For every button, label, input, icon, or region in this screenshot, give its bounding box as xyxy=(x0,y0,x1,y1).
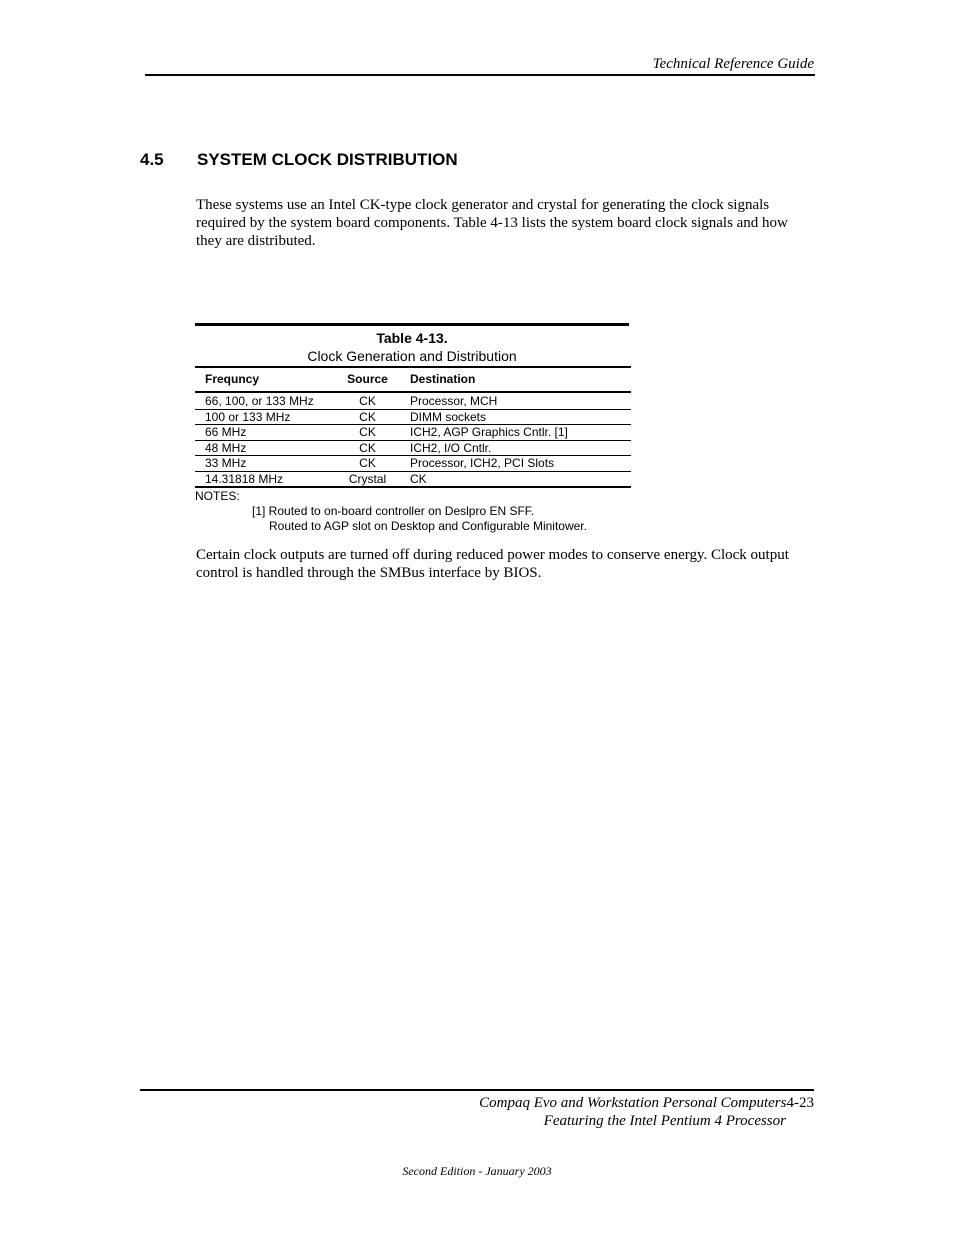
cell-source: CK xyxy=(359,440,376,455)
edition-note: Second Edition - January 2003 xyxy=(402,1164,552,1178)
cell-frequency: 33 MHz xyxy=(205,456,247,471)
section-heading xyxy=(140,150,458,170)
cell-frequency: 100 or 133 MHz xyxy=(205,409,291,424)
table-row xyxy=(195,441,631,457)
cell-source: CK xyxy=(359,409,376,424)
cell-source: CK xyxy=(359,425,376,440)
table-top-rule xyxy=(195,323,629,326)
table-title: Table 4-13. xyxy=(376,330,448,346)
cell-destination: CK xyxy=(410,471,427,486)
page-number: 4-23 xyxy=(786,1095,814,1111)
clock-table xyxy=(195,323,631,534)
table-caption xyxy=(195,329,629,365)
cell-frequency: 66, 100, or 133 MHz xyxy=(205,394,314,409)
footer-rule xyxy=(140,1089,814,1091)
header-rule xyxy=(145,74,815,76)
header-rule xyxy=(195,391,631,393)
note-1-line-1: [1] Routed to on-board controller on Deslpro EN SFF. xyxy=(252,504,535,518)
table-row xyxy=(195,394,631,410)
closing-paragraph: Certain clock outputs are turned off during reduced power modes to conserve energy. Clock output control is handled through the SMBus interface by BIOS. xyxy=(196,547,789,581)
cell-frequency: 14.31818 MHz xyxy=(205,471,284,486)
note-1-line-2: Routed to AGP slot on Desktop and Configurable Minitower. xyxy=(269,519,587,533)
section-number: 4.5 xyxy=(140,150,164,169)
table-row xyxy=(195,472,631,489)
header-frequency: Frequncy xyxy=(205,372,260,386)
header-destination: Destination xyxy=(410,372,476,386)
footer-subtitle: Featuring the Intel Pentium 4 Processor xyxy=(543,1113,786,1129)
cell-destination: Processor, ICH2, PCI Slots xyxy=(410,456,555,471)
cell-source: CK xyxy=(359,394,376,409)
cell-destination: ICH2, AGP Graphics Cntlr. [1] xyxy=(410,425,568,440)
cell-source: CK xyxy=(359,456,376,471)
footer-title-line xyxy=(479,1095,814,1112)
cell-destination: DIMM sockets xyxy=(410,409,487,424)
cell-source: Crystal xyxy=(348,471,387,486)
table-row xyxy=(195,456,631,472)
table-header-row xyxy=(195,368,631,390)
footer-book-title: Compaq Evo and Workstation Personal Computers xyxy=(479,1095,787,1111)
header-source: Source xyxy=(347,372,388,386)
table-row xyxy=(195,425,631,441)
table-notes xyxy=(195,489,631,534)
cell-frequency: 48 MHz xyxy=(205,440,247,455)
cell-frequency: 66 MHz xyxy=(205,425,247,440)
table-subtitle: Clock Generation and Distribution xyxy=(307,348,517,364)
cell-destination: Processor, MCH xyxy=(410,394,498,409)
table-row xyxy=(195,410,631,426)
running-header: Technical Reference Guide xyxy=(652,56,814,72)
section-title: SYSTEM CLOCK DISTRIBUTION xyxy=(197,150,458,169)
notes-label: NOTES: xyxy=(195,489,240,503)
intro-paragraph: These systems use an Intel CK-type clock generator and crystal for generating the clock signals required by the system board components. Table 4-13 lists the system board clock signals and how they are distributed. xyxy=(196,197,788,249)
cell-destination: ICH2, I/O Cntlr. xyxy=(410,440,492,455)
